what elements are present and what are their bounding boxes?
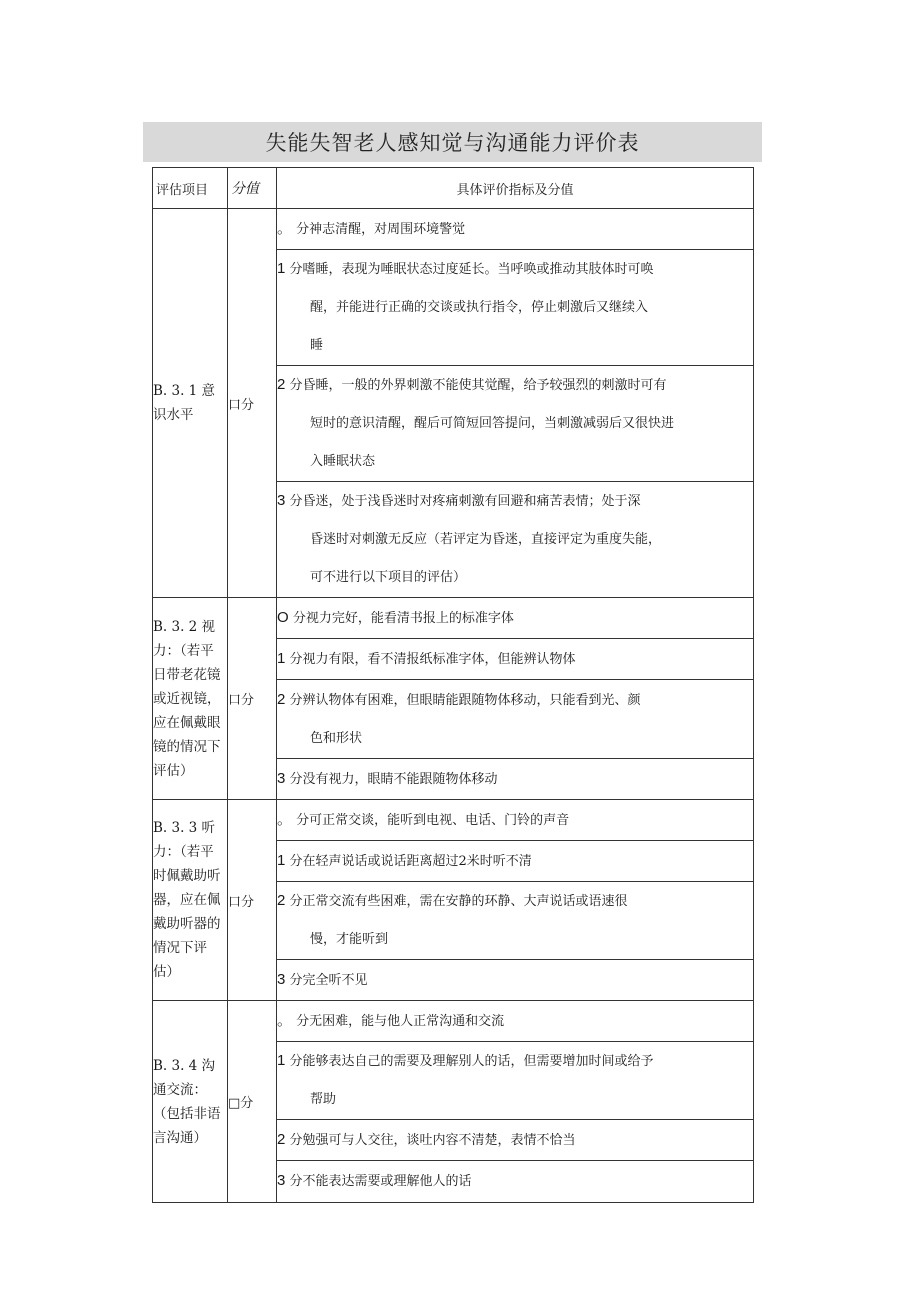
criteria-text: 分完全听不见 xyxy=(289,972,368,988)
score-number: 。 xyxy=(277,810,293,828)
assessment-table xyxy=(152,167,754,1203)
criteria-first-line xyxy=(277,1162,753,1201)
criteria-option xyxy=(277,1042,754,1120)
criteria-text: 分没有视力，眼睛不能跟随物体移动 xyxy=(289,771,498,787)
score-number: 1 xyxy=(277,649,286,667)
score-number: 3 xyxy=(277,769,286,787)
score-number: 2 xyxy=(277,1130,286,1148)
criteria-first-line xyxy=(277,1002,753,1041)
criteria-first-line xyxy=(277,640,753,679)
criteria-continuation-line: 入睡眠状态 xyxy=(310,454,376,469)
criteria-option xyxy=(277,759,754,800)
score-number: O xyxy=(277,608,289,626)
criteria-text: 分正常交流有些困难，需在安静的环静、大声说话或语速很 xyxy=(289,894,628,909)
criteria-text: 分无困难，能与他人正常沟通和交流 xyxy=(296,1013,505,1029)
criteria-first-line xyxy=(277,1042,753,1081)
criteria-continuation-line: 醒，并能进行正确的交谈或执行指令，停止刺激后又继续入 xyxy=(310,300,649,315)
table-header-row xyxy=(153,168,754,209)
score-number: 2 xyxy=(277,892,286,909)
score-number: 1 xyxy=(277,1052,286,1069)
assessment-item-label: B. 3. 2 视力：（若平日带老花镜或近视镜，应在佩戴眼镜的情况下评估） xyxy=(153,598,228,800)
criteria-first-line xyxy=(277,599,753,638)
score-field[interactable]: □分 xyxy=(228,1001,277,1203)
criteria-option xyxy=(277,482,754,598)
criteria-first-line xyxy=(277,801,753,840)
criteria-continuation-line: 色和形状 xyxy=(310,730,363,746)
score-field[interactable]: 口分 xyxy=(228,209,277,598)
criteria-first-line xyxy=(277,882,753,921)
criteria-continuation-line: 慢，才能听到 xyxy=(310,932,389,947)
score-number: 3 xyxy=(277,970,286,988)
assessment-item-label: B. 3. 1 意识水平 xyxy=(153,209,228,598)
score-number: 。 xyxy=(277,219,293,237)
criteria-first-line xyxy=(277,210,753,249)
criteria-first-line xyxy=(277,482,753,521)
criteria-option xyxy=(277,209,754,250)
score-number: 3 xyxy=(277,1172,286,1189)
header-score: 分值 xyxy=(228,168,277,209)
score-number: 2 xyxy=(277,376,286,393)
criteria-option xyxy=(277,882,754,960)
score-number: 1 xyxy=(277,260,286,277)
score-number: 。 xyxy=(277,1011,293,1029)
criteria-first-line xyxy=(277,250,753,289)
score-number: 2 xyxy=(277,690,286,708)
criteria-continuation-line: 睡 xyxy=(310,338,324,353)
criteria-option xyxy=(277,841,754,882)
criteria-text: 分视力有限，看不清报纸标准字体，但能辨认物体 xyxy=(289,651,576,667)
header-item: 评估项目 xyxy=(153,168,228,209)
criteria-text: 分神志清醒，对周围环境警觉 xyxy=(296,221,466,237)
criteria-first-line xyxy=(277,1121,753,1160)
assessment-item-label: B. 3. 4 沟通交流：（包括非语言沟通） xyxy=(153,1001,228,1203)
criteria-option xyxy=(277,800,754,841)
score-field[interactable]: 口分 xyxy=(228,800,277,1001)
criteria-option xyxy=(277,680,754,759)
table-row xyxy=(153,598,754,639)
criteria-text: 分昏睡，一般的外界刺激不能使其觉醒，给予较强烈的刺激时可有 xyxy=(289,378,667,393)
score-number: 3 xyxy=(277,492,286,509)
criteria-text: 分辨认物体有困难，但眼睛能跟随物体移动，只能看到光、颜 xyxy=(289,692,641,708)
criteria-first-line xyxy=(277,681,753,720)
table-row xyxy=(153,209,754,250)
table-row xyxy=(153,800,754,841)
criteria-continuation-line: 可不进行以下项目的评估） xyxy=(310,570,467,585)
criteria-continuation-line: 短时的意识清醒，醒后可简短回答提问，当刺激减弱后又很快进 xyxy=(310,416,675,431)
score-field[interactable]: 口分 xyxy=(228,598,277,800)
criteria-first-line xyxy=(277,842,753,881)
criteria-option xyxy=(277,639,754,680)
criteria-option xyxy=(277,1120,754,1161)
score-number: 1 xyxy=(277,851,286,869)
criteria-text: 分在轻声说话或说话距离超过2米时听不清 xyxy=(289,853,532,869)
criteria-text: 分嗜睡，表现为唾眠状态过度延长。当呼唤或推动其肢体时可唤 xyxy=(289,262,654,277)
criteria-first-line xyxy=(277,760,753,799)
assessment-item-label: B. 3. 3 听力：（若平时佩戴助听器，应在佩戴助听器的情况下评估） xyxy=(153,800,228,1001)
criteria-option xyxy=(277,960,754,1001)
criteria-option xyxy=(277,598,754,639)
criteria-option xyxy=(277,250,754,366)
criteria-option xyxy=(277,1161,754,1203)
criteria-text: 分能够表达自己的需要及理解别人的话，但需要增加时间或给予 xyxy=(289,1054,654,1069)
criteria-text: 分视力完好，能看清书报上的标准字体 xyxy=(292,610,514,626)
criteria-option xyxy=(277,366,754,482)
criteria-text: 分不能表达需要或理解他人的话 xyxy=(289,1174,472,1189)
criteria-text: 分可正常交谈，能听到电视、电话、门铃的声音 xyxy=(296,812,570,828)
criteria-text: 分昏迷，处于浅昏迷时对疼痛刺激有回避和痛苦表情；处于深 xyxy=(289,494,641,509)
table-row xyxy=(153,1001,754,1042)
criteria-continuation-line: 昏迷时对刺激无反应（若评定为昏迷，直接评定为重度失能， xyxy=(310,532,662,547)
page-title: 失能失智老人感知觉与沟通能力评价表 xyxy=(143,122,762,162)
criteria-text: 分勉强可与人交往，谈吐内容不清楚，表情不恰当 xyxy=(289,1132,576,1148)
criteria-first-line xyxy=(277,961,753,1000)
criteria-option xyxy=(277,1001,754,1042)
criteria-continuation-line: 帮助 xyxy=(310,1092,337,1107)
header-description: 具体评价指标及分值 xyxy=(277,168,754,209)
criteria-first-line xyxy=(277,366,753,405)
